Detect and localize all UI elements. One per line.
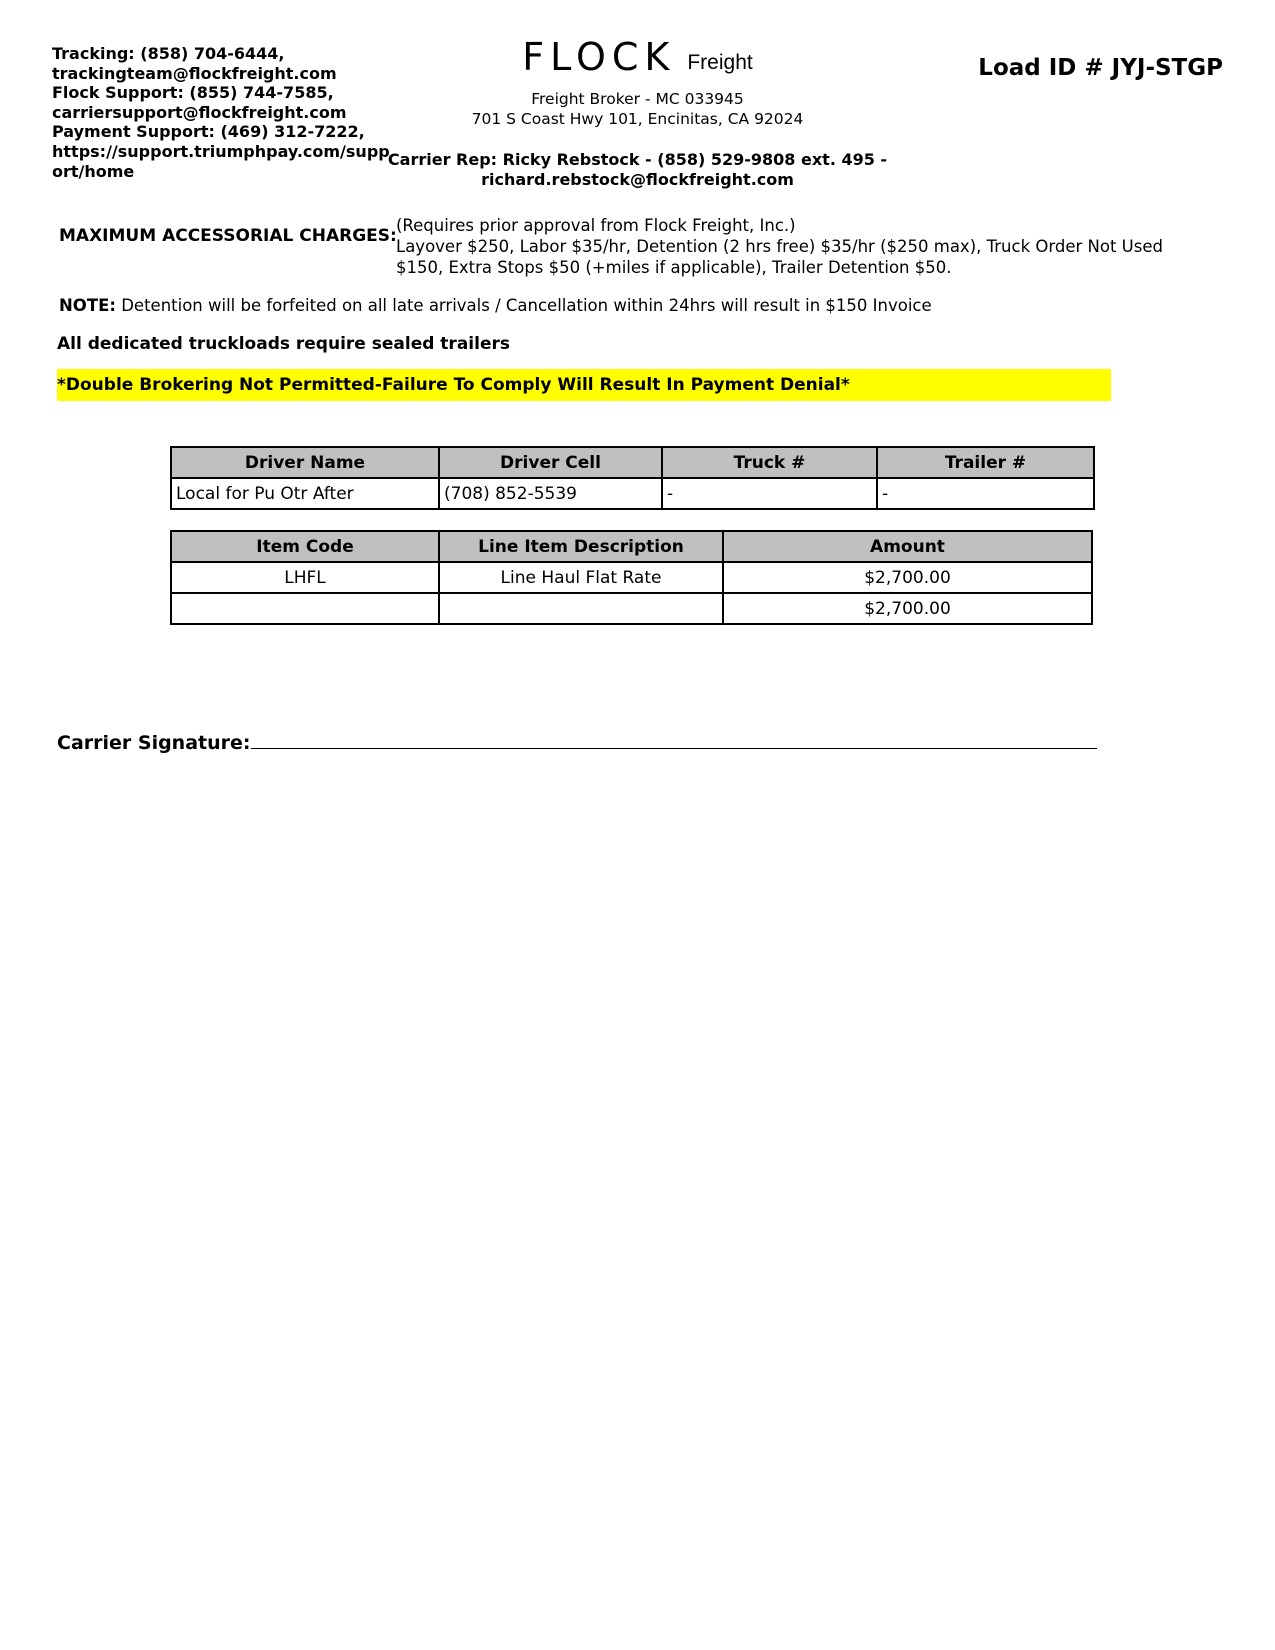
address-line: 701 S Coast Hwy 101, Encinitas, CA 92024: [471, 110, 804, 128]
col-driver-cell: Driver Cell: [439, 447, 662, 478]
col-trailer: Trailer #: [877, 447, 1094, 478]
tracking-line: Tracking: (858) 704-6444,: [52, 44, 285, 63]
load-id: Load ID # JYJ-STGP: [978, 55, 1223, 81]
carrier-rep: [0, 150, 1275, 189]
table-row-total: [171, 593, 1092, 624]
broker-info: [0, 89, 1275, 129]
driver-name-cell: Local for Pu Otr After: [171, 478, 439, 509]
signature-label: Carrier Signature:: [57, 732, 251, 754]
driver-table: [170, 446, 1095, 510]
description-cell: [439, 593, 723, 624]
table-row: [171, 562, 1092, 593]
carrier-signature: [57, 730, 1097, 754]
sealed-trailers-text: All dedicated truckloads require sealed trailers: [57, 334, 510, 354]
payment-support-url: https://support.triumphpay.com/support/home: [52, 141, 390, 181]
support-email: carriersupport@flockfreight.com: [52, 102, 347, 122]
charges-text: [396, 215, 1206, 278]
col-description: Line Item Description: [439, 531, 723, 562]
amount-cell: $2,700.00: [723, 562, 1092, 593]
table-header-row: [171, 447, 1094, 478]
trailer-cell: -: [877, 478, 1094, 509]
table-row: [171, 478, 1094, 509]
payment-support-line: Payment Support: (469) 312-7222,: [52, 122, 365, 142]
charges-list: Layover $250, Labor $35/hr, Detention (2 hrs free) $35/hr ($250 max), Truck Order Not Used $150, Extra Stops $50 (+miles if applicable), Trailer Detention $50.: [396, 237, 1163, 277]
note-text: Detention will be forfeited on all late arrivals / Cancellation within 24hrs will result in $150 Invoice: [121, 296, 932, 315]
note: [59, 296, 932, 315]
item-code-cell: LHFL: [171, 562, 439, 593]
logo-mark: FLOCK: [522, 35, 676, 79]
truck-cell: -: [662, 478, 877, 509]
col-driver-name: Driver Name: [171, 447, 439, 478]
note-label: NOTE:: [59, 296, 116, 315]
support-line: Flock Support: (855) 744-7585,: [52, 83, 334, 103]
description-cell: Line Haul Flat Rate: [439, 562, 723, 593]
charges-label: MAXIMUM ACCESSORIAL CHARGES:: [59, 226, 397, 246]
item-code-cell: [171, 593, 439, 624]
col-truck: Truck #: [662, 447, 877, 478]
driver-cell-cell: (708) 852-5539: [439, 478, 662, 509]
carrier-rep-email: richard.rebstock@flockfreight.com: [481, 169, 794, 189]
total-amount-cell: $2,700.00: [723, 593, 1092, 624]
col-amount: Amount: [723, 531, 1092, 562]
table-header-row: [171, 531, 1092, 562]
logo-word: Freight: [687, 51, 753, 74]
charges-approval: (Requires prior approval from Flock Freight, Inc.): [396, 216, 796, 235]
signature-line[interactable]: [251, 730, 1097, 749]
broker-line: Freight Broker - MC 033945: [531, 90, 744, 108]
double-brokering-banner: *Double Brokering Not Permitted-Failure To Comply Will Result In Payment Denial*: [57, 369, 1111, 401]
tracking-email: trackingteam@flockfreight.com: [52, 63, 337, 83]
carrier-rep-line: Carrier Rep: Ricky Rebstock - (858) 529-9808 ext. 495 -: [387, 150, 888, 169]
line-items-table: [170, 530, 1093, 625]
col-item-code: Item Code: [171, 531, 439, 562]
